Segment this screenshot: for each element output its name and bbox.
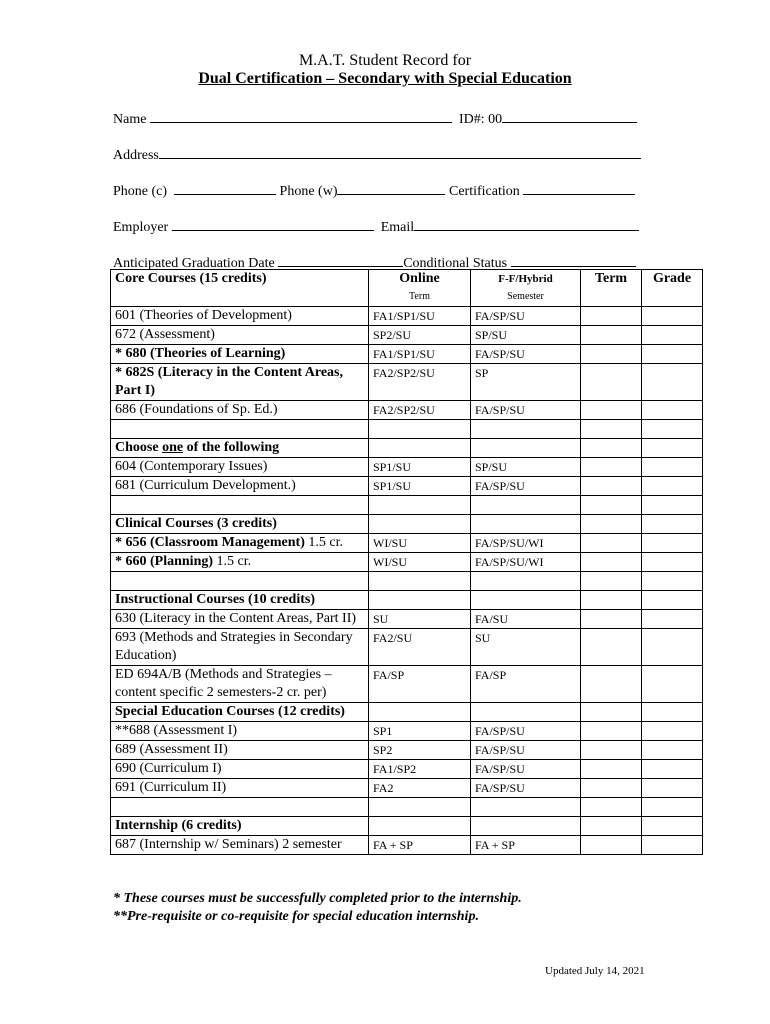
term-cell[interactable] <box>581 779 642 798</box>
term-cell[interactable] <box>581 364 642 401</box>
address-label: Address <box>113 148 159 163</box>
hybrid-subheader: Semester <box>471 288 581 307</box>
clinical-heading: Clinical Courses (3 credits) <box>111 515 369 534</box>
term-cell[interactable] <box>581 326 642 345</box>
term-cell[interactable] <box>581 307 642 326</box>
grade-cell[interactable] <box>642 477 703 496</box>
grade-cell[interactable] <box>642 364 703 401</box>
hybrid-semester: FA + SP <box>471 836 581 855</box>
online-term: WI/SU <box>369 534 471 553</box>
instructional-heading: Instructional Courses (10 credits) <box>111 591 369 610</box>
grade-cell[interactable] <box>642 553 703 572</box>
choose-heading: Choose one of the following <box>111 439 369 458</box>
email-field[interactable] <box>414 218 639 231</box>
hybrid-semester: FA/SP/SU/WI <box>471 553 581 572</box>
table-row <box>111 722 703 741</box>
address-line <box>113 146 641 164</box>
form-subtitle: Dual Certification – Secondary with Special Education <box>198 70 572 87</box>
online-term: FA1/SP2 <box>369 760 471 779</box>
online-term: SP1 <box>369 722 471 741</box>
online-term: FA2 <box>369 779 471 798</box>
choose-heading-row <box>111 439 703 458</box>
table-row <box>111 836 703 855</box>
employer-line <box>113 218 639 236</box>
online-subheader: Term <box>369 288 471 307</box>
instructional-heading-row <box>111 591 703 610</box>
course-name: 681 (Curriculum Development.) <box>111 477 369 496</box>
online-term: FA + SP <box>369 836 471 855</box>
footnotes <box>113 890 522 926</box>
employer-label: Employer <box>113 220 169 235</box>
online-term: FA2/SU <box>369 629 471 666</box>
course-name: 687 (Internship w/ Seminars) 2 semester <box>111 836 369 855</box>
grade-cell[interactable] <box>642 836 703 855</box>
table-row <box>111 610 703 629</box>
spacer-row <box>111 496 703 515</box>
term-cell[interactable] <box>581 345 642 364</box>
grade-cell[interactable] <box>642 345 703 364</box>
certification-label: Certification <box>448 184 520 199</box>
course-name: 672 (Assessment) <box>111 326 369 345</box>
online-term: FA1/SP1/SU <box>369 307 471 326</box>
hybrid-semester: FA/SP/SU <box>471 741 581 760</box>
hybrid-semester: FA/SP/SU <box>471 307 581 326</box>
course-name: 686 (Foundations of Sp. Ed.) <box>111 401 369 420</box>
course-name: 630 (Literacy in the Content Areas, Part II) <box>111 610 369 629</box>
hybrid-semester: FA/SP/SU <box>471 345 581 364</box>
hybrid-semester: SP <box>471 364 581 401</box>
table-row <box>111 741 703 760</box>
online-term: SU <box>369 610 471 629</box>
table-row <box>111 666 703 703</box>
course-table <box>110 269 703 855</box>
term-cell[interactable] <box>581 722 642 741</box>
online-term: SP2/SU <box>369 326 471 345</box>
spacer-row <box>111 798 703 817</box>
table-row <box>111 553 703 572</box>
email-label: Email <box>380 220 415 235</box>
table-row <box>111 477 703 496</box>
course-name: **688 (Assessment I) <box>111 722 369 741</box>
term-cell[interactable] <box>581 458 642 477</box>
grade-cell[interactable] <box>642 401 703 420</box>
special-heading: Special Education Courses (12 credits) <box>111 703 369 722</box>
phone-line <box>113 182 635 200</box>
phone-c-field[interactable] <box>174 182 276 195</box>
term-cell[interactable] <box>581 553 642 572</box>
table-row <box>111 534 703 553</box>
conditional-field[interactable] <box>511 254 636 267</box>
table-row <box>111 307 703 326</box>
hybrid-semester: SP/SU <box>471 326 581 345</box>
employer-field[interactable] <box>172 218 374 231</box>
grade-cell[interactable] <box>642 722 703 741</box>
phone-w-label: Phone (w) <box>279 184 338 199</box>
grade-header: Grade <box>642 270 703 307</box>
grade-cell[interactable] <box>642 779 703 798</box>
course-name: 604 (Contemporary Issues) <box>111 458 369 477</box>
grad-date-field[interactable] <box>278 254 403 267</box>
hybrid-semester: FA/SP/SU <box>471 477 581 496</box>
hybrid-semester: FA/SP/SU <box>471 760 581 779</box>
course-name: 691 (Curriculum II) <box>111 779 369 798</box>
table-row <box>111 326 703 345</box>
online-term: FA1/SP1/SU <box>369 345 471 364</box>
grad-date-label: Anticipated Graduation Date <box>113 256 275 271</box>
term-cell[interactable] <box>581 760 642 779</box>
course-name: * 680 (Theories of Learning) <box>111 345 369 364</box>
form-title: M.A.T. Student Record for <box>298 52 472 69</box>
phone-w-field[interactable] <box>337 182 445 195</box>
internship-heading: Internship (6 credits) <box>111 817 369 836</box>
header-row <box>111 270 703 289</box>
online-term: SP2 <box>369 741 471 760</box>
grade-cell[interactable] <box>642 610 703 629</box>
hybrid-semester: SU <box>471 629 581 666</box>
term-cell[interactable] <box>581 477 642 496</box>
hybrid-semester: FA/SP/SU/WI <box>471 534 581 553</box>
hybrid-semester: FA/SP/SU <box>471 779 581 798</box>
course-name: * 656 (Classroom Management) 1.5 cr. <box>111 534 369 553</box>
grade-cell[interactable] <box>642 326 703 345</box>
term-cell[interactable] <box>581 666 642 703</box>
table-row <box>111 401 703 420</box>
term-header: Term <box>581 270 642 307</box>
conditional-label: Conditional Status <box>403 256 508 271</box>
online-term: FA2/SP2/SU <box>369 364 471 401</box>
term-cell[interactable] <box>581 401 642 420</box>
course-name: 689 (Assessment II) <box>111 741 369 760</box>
term-cell[interactable] <box>581 534 642 553</box>
online-term: FA/SP <box>369 666 471 703</box>
footnote-internship: * These courses must be successfully completed prior to the internship. <box>113 891 522 906</box>
online-term: WI/SU <box>369 553 471 572</box>
course-name: * 660 (Planning) 1.5 cr. <box>111 553 369 572</box>
core-heading: Core Courses (15 credits) <box>111 270 369 307</box>
table-row <box>111 364 703 401</box>
course-name: 693 (Methods and Strategies in Secondary Education) <box>111 629 369 666</box>
table-row <box>111 458 703 477</box>
course-name: * 682S (Literacy in the Content Areas, Part I) <box>111 364 369 401</box>
term-cell[interactable] <box>581 836 642 855</box>
grade-cell[interactable] <box>642 534 703 553</box>
clinical-heading-row <box>111 515 703 534</box>
online-term: SP1/SU <box>369 477 471 496</box>
term-cell[interactable] <box>581 741 642 760</box>
name-label: Name <box>113 112 147 127</box>
grade-cell[interactable] <box>642 666 703 703</box>
hybrid-semester: FA/SU <box>471 610 581 629</box>
hybrid-semester: FA/SP <box>471 666 581 703</box>
table-row <box>111 345 703 364</box>
course-name: 601 (Theories of Development) <box>111 307 369 326</box>
grade-cell[interactable] <box>642 629 703 666</box>
online-header: Online <box>369 270 471 289</box>
table-row <box>111 779 703 798</box>
grade-cell[interactable] <box>642 741 703 760</box>
term-cell[interactable] <box>581 629 642 666</box>
grade-cell[interactable] <box>642 307 703 326</box>
spacer-row <box>111 572 703 591</box>
hybrid-header: F-F/Hybrid <box>471 270 581 289</box>
spacer-row <box>111 420 703 439</box>
address-field[interactable] <box>159 146 641 159</box>
internship-heading-row <box>111 817 703 836</box>
footnote-prerequisite: **Pre-requisite or co-requisite for special education internship. <box>113 909 479 924</box>
certification-field[interactable] <box>523 182 635 195</box>
id-field[interactable] <box>502 110 637 123</box>
course-name: 690 (Curriculum I) <box>111 760 369 779</box>
table-row <box>111 629 703 666</box>
hybrid-semester: SP/SU <box>471 458 581 477</box>
course-name: ED 694A/B (Methods and Strategies – content specific 2 semesters-2 cr. per) <box>111 666 369 703</box>
table-row <box>111 760 703 779</box>
term-cell[interactable] <box>581 610 642 629</box>
online-term: FA2/SP2/SU <box>369 401 471 420</box>
name-id-line <box>113 110 637 128</box>
grade-cell[interactable] <box>642 760 703 779</box>
online-term: SP1/SU <box>369 458 471 477</box>
id-label: ID#: 00 <box>458 112 503 127</box>
updated-date: Updated July 14, 2021 <box>545 965 645 977</box>
phone-c-label: Phone (c) <box>113 184 168 199</box>
name-field[interactable] <box>150 110 452 123</box>
hybrid-semester: FA/SP/SU <box>471 401 581 420</box>
special-heading-row <box>111 703 703 722</box>
grade-cell[interactable] <box>642 458 703 477</box>
hybrid-semester: FA/SP/SU <box>471 722 581 741</box>
